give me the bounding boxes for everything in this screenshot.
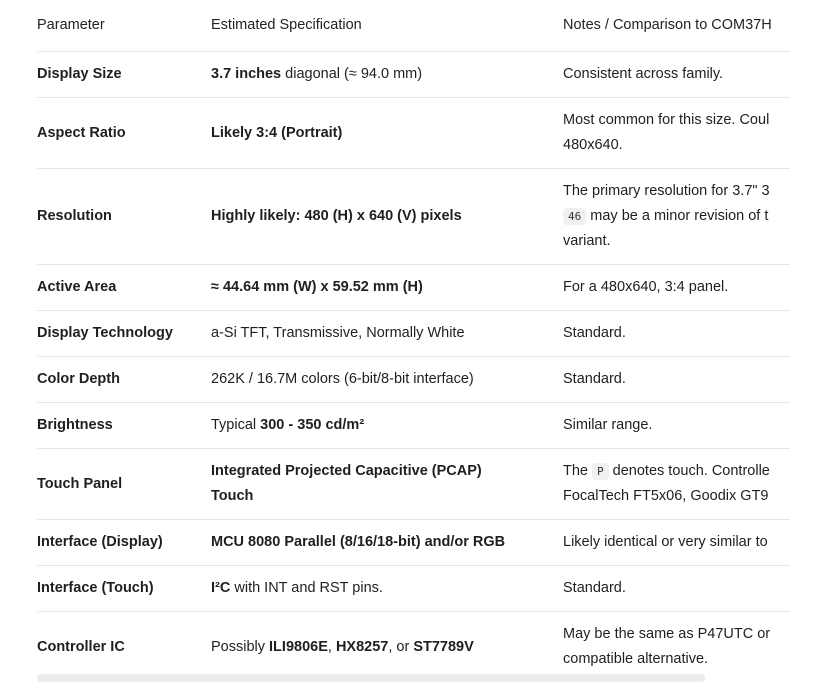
text-segment: Consistent across family. <box>563 66 724 82</box>
bold-text: Touch <box>211 488 254 504</box>
bold-text: HX8257 <box>335 638 389 655</box>
specification-cell <box>211 520 563 566</box>
bold-text: ≈ 44.64 mm (W) x 59.52 mm (H) <box>211 279 423 295</box>
text-segment: 262K / 16.7M colors (6-bit/8-bit interface) <box>211 371 474 387</box>
table-header-row <box>37 0 790 52</box>
table-row <box>37 265 790 311</box>
table-row <box>37 612 790 680</box>
inline-code: 46 <box>563 208 586 225</box>
parameter-cell: Display Size <box>37 52 211 98</box>
notes-cell <box>563 98 790 169</box>
notes-cell <box>563 52 790 98</box>
header-parameter: Parameter <box>37 17 105 33</box>
text-segment: For a 480x640, 3:4 panel. <box>563 279 729 295</box>
notes-cell <box>563 449 790 520</box>
header-estimated-specification: Estimated Specification <box>211 17 362 33</box>
table-row <box>37 449 790 520</box>
bold-text: ST7789V <box>413 638 474 655</box>
bold-text: 3.7 inches <box>211 66 282 82</box>
table-row <box>37 52 790 98</box>
notes-cell <box>563 566 790 612</box>
text-segment: Standard. <box>563 371 626 387</box>
text-segment: , <box>327 638 336 655</box>
table-row <box>37 357 790 403</box>
text-segment: The <box>563 463 593 479</box>
text-segment: The primary resolution for 3.7" 3 <box>563 183 770 199</box>
parameter-cell: Color Depth <box>37 357 211 403</box>
bold-text: I²C <box>211 580 231 596</box>
spec-table-container <box>37 0 790 679</box>
specification-cell <box>211 265 563 311</box>
text-segment: variant. <box>563 233 611 249</box>
text-segment: Likely identical or very similar to <box>563 534 768 550</box>
text-segment: , or <box>388 638 414 655</box>
parameter-cell: Brightness <box>37 403 211 449</box>
text-segment: Typical <box>211 417 261 433</box>
parameter-cell: Controller IC <box>37 612 211 680</box>
text-segment: diagonal (≈ 94.0 mm) <box>281 66 423 82</box>
text-segment: with INT and RST pins. <box>230 580 383 596</box>
table-row <box>37 403 790 449</box>
parameter-cell: Active Area <box>37 265 211 311</box>
horizontal-scrollbar[interactable] <box>37 674 705 682</box>
text-segment: compatible alternative. <box>563 651 709 668</box>
bold-text: 300 - 350 cd/m² <box>260 417 365 433</box>
bold-text: Highly likely: 480 (H) x 640 (V) pixels <box>211 208 462 224</box>
text-segment: Possibly <box>211 638 270 655</box>
notes-cell <box>563 403 790 449</box>
notes-cell <box>563 311 790 357</box>
text-segment: Standard. <box>563 325 626 341</box>
header-notes: Notes / Comparison to COM37H <box>563 17 772 33</box>
table-row <box>37 311 790 357</box>
inline-code: P <box>592 463 609 480</box>
notes-cell <box>563 265 790 311</box>
text-segment: may be a minor revision of t <box>586 208 769 224</box>
table-row <box>37 520 790 566</box>
bold-text: ILI9806E <box>269 638 328 655</box>
parameter-cell: Touch Panel <box>37 449 211 520</box>
parameter-cell: Interface (Display) <box>37 520 211 566</box>
text-segment: Most common for this size. Coul <box>563 112 770 128</box>
text-segment: FocalTech FT5x06, Goodix GT9 <box>563 488 769 504</box>
parameter-cell: Aspect Ratio <box>37 98 211 169</box>
table-row <box>37 98 790 169</box>
text-segment: May be the same as P47UTC or <box>563 626 771 643</box>
specification-cell <box>211 169 563 265</box>
table-row <box>37 566 790 612</box>
spec-table <box>37 0 790 679</box>
specification-cell <box>211 449 563 520</box>
text-segment: denotes touch. Controlle <box>608 463 770 479</box>
table-row <box>37 169 790 265</box>
notes-cell <box>563 169 790 265</box>
parameter-cell: Display Technology <box>37 311 211 357</box>
specification-cell <box>211 612 563 680</box>
notes-cell <box>563 357 790 403</box>
text-segment: a-Si TFT, Transmissive, Normally White <box>211 325 465 341</box>
specification-cell <box>211 566 563 612</box>
bold-text: Integrated Projected Capacitive (PCAP) <box>211 463 482 479</box>
notes-cell <box>563 520 790 566</box>
specification-cell <box>211 52 563 98</box>
specification-cell <box>211 403 563 449</box>
parameter-cell: Resolution <box>37 169 211 265</box>
text-segment: Standard. <box>563 580 626 596</box>
specification-cell <box>211 311 563 357</box>
bold-text: MCU 8080 Parallel (8/16/18-bit) and/or RGB <box>211 534 506 550</box>
specification-cell <box>211 357 563 403</box>
text-segment: Similar range. <box>563 417 653 433</box>
notes-cell <box>563 612 790 680</box>
bold-text: Likely 3:4 (Portrait) <box>211 124 343 141</box>
parameter-cell: Interface (Touch) <box>37 566 211 612</box>
specification-cell <box>211 98 563 169</box>
text-segment: 480x640. <box>563 137 623 153</box>
